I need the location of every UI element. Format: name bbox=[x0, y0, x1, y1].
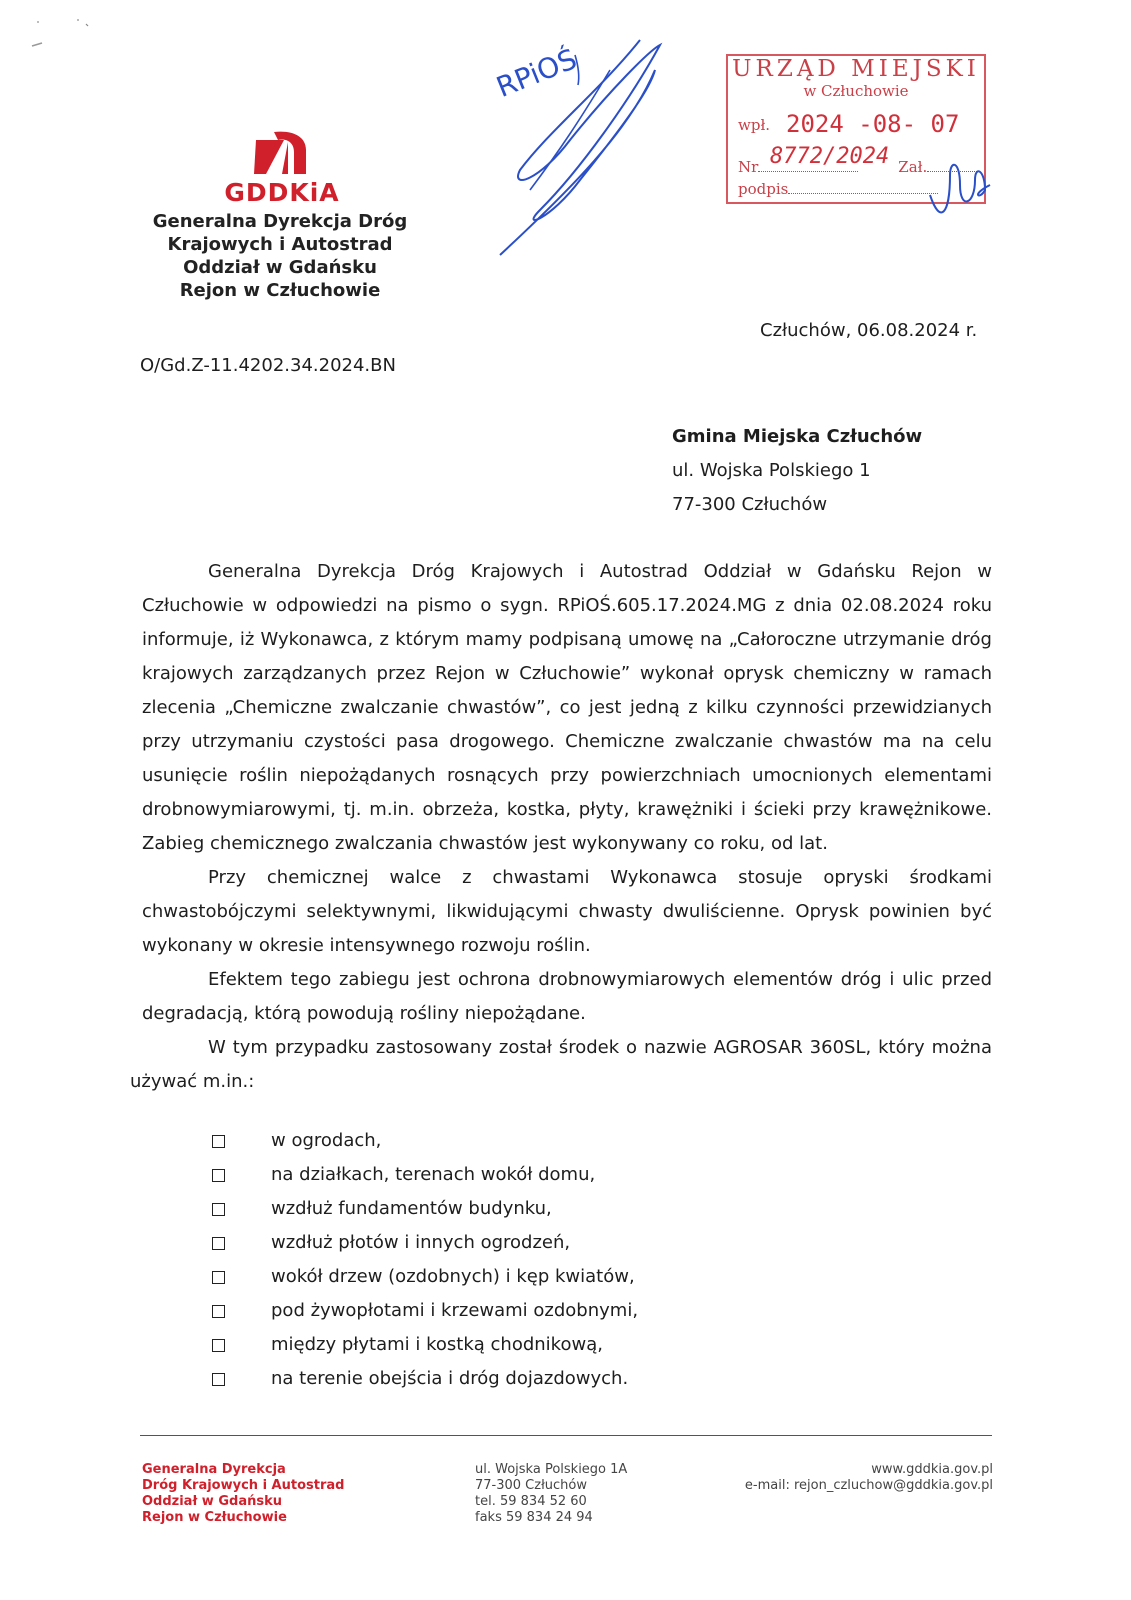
stamp-wpl-value: 2024 -08- 07 bbox=[786, 110, 960, 138]
org-line: Krajowych i Autostrad bbox=[167, 234, 393, 255]
stamp-nr-label: Nr bbox=[738, 158, 759, 176]
footer-address-line: 77-300 Człuchów bbox=[475, 1478, 587, 1493]
footer-address bbox=[475, 1462, 627, 1526]
checkbox-square-icon bbox=[212, 1373, 225, 1386]
footer-address-line: ul. Wojska Polskiego 1A bbox=[475, 1462, 628, 1477]
gddkia-logo-icon bbox=[250, 128, 310, 176]
logo-wordmark: GDDKiA bbox=[224, 178, 340, 207]
checkbox-square-icon bbox=[212, 1135, 225, 1148]
checkbox-square-icon bbox=[212, 1169, 225, 1182]
footer-website-link[interactable]: www.gddkia.gov.pl bbox=[871, 1462, 993, 1477]
footer-org-line: Dróg Krajowych i Autostrad bbox=[142, 1478, 345, 1493]
stamp-title: URZĄD MIEJSKI bbox=[732, 56, 980, 82]
org-line: Oddział w Gdańsku bbox=[183, 257, 377, 278]
footer-org bbox=[142, 1462, 344, 1526]
addressee-name: Gmina Miejska Człuchów bbox=[672, 426, 923, 447]
body-paragraph: W tym przypadku zastosowany został środek o nazwie AGROSAR 360SL, który można używać m.in.: bbox=[130, 1037, 992, 1092]
letter-date: Człuchów, 06.08.2024 r. bbox=[760, 320, 978, 341]
list-item bbox=[212, 1260, 638, 1294]
footer-phone: tel. 59 834 52 60 bbox=[475, 1494, 587, 1509]
footer-org-line: Generalna Dyrekcja bbox=[142, 1462, 286, 1477]
stamp-nr-value: 8772/2024 bbox=[770, 144, 890, 169]
checkbox-square-icon bbox=[212, 1339, 225, 1352]
stamp-wpl-row bbox=[738, 116, 770, 134]
stamp-podpis-label: podpis bbox=[738, 180, 789, 198]
footer-org-line: Oddział w Gdańsku bbox=[142, 1494, 282, 1509]
checkbox-square-icon bbox=[212, 1305, 225, 1318]
stamp-subtitle: w Człuchowie bbox=[803, 82, 909, 100]
stamp-podpis-row bbox=[738, 180, 938, 198]
list-item bbox=[212, 1226, 638, 1260]
checkbox-square-icon bbox=[212, 1271, 225, 1284]
addressee-block bbox=[672, 420, 922, 522]
list-item-text: wokół drzew (ozdobnych) i kęp kwiatów, bbox=[271, 1266, 635, 1287]
footer-contact bbox=[745, 1462, 993, 1494]
list-item-text: wzdłuż płotów i innych ogrodzeń, bbox=[271, 1232, 571, 1253]
footer-email-link[interactable]: e-mail: rejon_czluchow@gddkia.gov.pl bbox=[744, 1478, 993, 1493]
checkbox-square-icon bbox=[212, 1203, 225, 1216]
signature-annotation: RPiOŚ bbox=[491, 42, 582, 104]
list-item-text: pod żywopłotami i krzewami ozdobnymi, bbox=[271, 1300, 639, 1321]
list-item bbox=[212, 1124, 638, 1158]
addressee-city: 77-300 Człuchów bbox=[672, 494, 828, 515]
body-paragraph: Efektem tego zabiegu jest ochrona drobnowymiarowych elementów dróg i ulic przed degradacją, którą powodują rośliny niepożądane. bbox=[142, 969, 992, 1024]
list-item-text: wzdłuż fundamentów budynku, bbox=[271, 1198, 552, 1219]
body-paragraph: Generalna Dyrekcja Dróg Krajowych i Autostrad Oddział w Gdańsku Rejon w Człuchowie w odpowiedzi na pismo o sygn. RPiOŚ.605.17.2024.MG z dnia 02.08.2024 roku informuje, iż Wykonawca, z którym mamy podpisaną umowę na „Całoroczne utrzymanie dróg krajowych zarządzanych przez Rejon w Człuchowie” wykonał oprysk chemiczny w ramach zlecenia „Chemiczne zwalczanie chwastów”, co jest jedną z kilku czynności przewidzianych przy utrzymaniu czystości pasa drogowego. Chemiczne zwalczanie chwastów ma na celu usunięcie roślin niepożądanych rosnących przy powierzchniach umocnionych elementami drobnowymiarowymi, tj. m.in. obrzeża, kostka, płyty, krawężniki i ścieki przy krawężnikowe. Zabieg chemicznego zwalczania chwastów jest wykonywany co roku, od lat. bbox=[142, 561, 992, 854]
org-line: Rejon w Człuchowie bbox=[179, 280, 381, 301]
body-paragraph: Przy chemicznej walce z chwastami Wykonawca stosuje opryski środkami chwastobójczymi selektywnymi, likwidującymi chwasty dwuliścienne. Oprysk powinien być wykonany w okresie intensywnego rozwoju roślin. bbox=[142, 867, 992, 956]
footer-org-line: Rejon w Człuchowie bbox=[142, 1510, 287, 1525]
usage-list bbox=[212, 1124, 638, 1396]
list-item bbox=[212, 1362, 638, 1396]
addressee-street: ul. Wojska Polskiego 1 bbox=[672, 460, 871, 481]
footer-fax: faks 59 834 24 94 bbox=[475, 1510, 593, 1525]
stamp-wpl-label: wpł. bbox=[738, 116, 771, 134]
list-item-text: w ogrodach, bbox=[271, 1130, 382, 1151]
footer-divider bbox=[140, 1435, 992, 1436]
org-name-block bbox=[130, 210, 430, 302]
scan-specks bbox=[28, 16, 108, 52]
stamp-signature bbox=[920, 155, 1000, 225]
list-item bbox=[212, 1158, 638, 1192]
checkbox-square-icon bbox=[212, 1237, 225, 1250]
letter-body bbox=[130, 555, 992, 1099]
list-item bbox=[212, 1192, 638, 1226]
reference-number: O/Gd.Z-11.4202.34.2024.BN bbox=[140, 355, 396, 376]
list-item-text: między płytami i kostką chodnikową, bbox=[271, 1334, 603, 1355]
list-item bbox=[212, 1328, 638, 1362]
list-item-text: na działkach, terenach wokół domu, bbox=[271, 1164, 596, 1185]
handwritten-signature bbox=[460, 30, 690, 270]
list-item bbox=[212, 1294, 638, 1328]
stamp-zal-label: Zał. bbox=[898, 158, 928, 176]
org-line: Generalna Dyrekcja Dróg bbox=[152, 211, 408, 232]
list-item-text: na terenie obejścia i dróg dojazdowych. bbox=[271, 1368, 629, 1389]
